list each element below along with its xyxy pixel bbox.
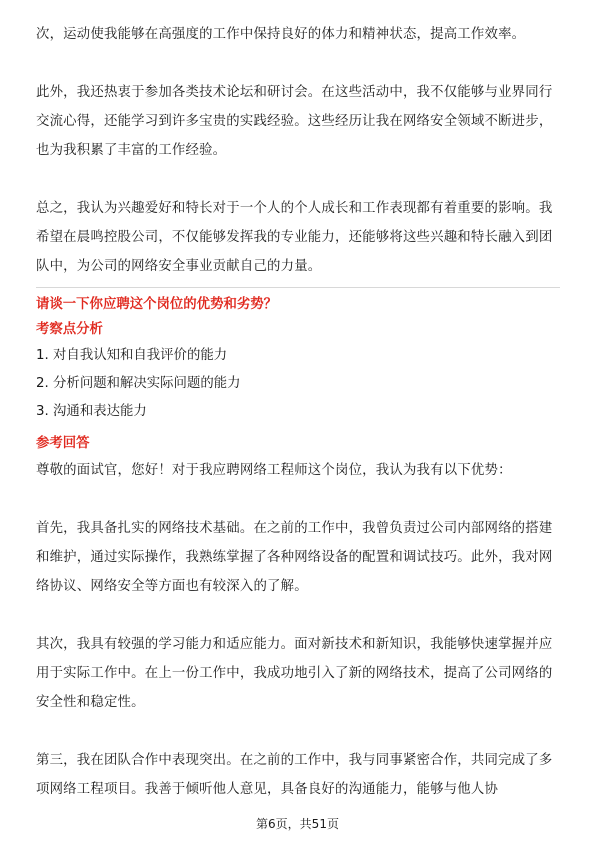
section-divider (36, 287, 560, 288)
answer-paragraph-2: 首先，我具备扎实的网络技术基础。在之前的工作中，我曾负责过公司内部网络的搭建和维护，通过实际操作，我熟练掌握了各种网络设备的配置和调试技巧。此外，我对网络协议、网络安全等方面也有较深入的了解。 (36, 521, 553, 594)
answer-paragraph-4: 第三，我在团队合作中表现突出。在之前的工作中，我与同事紧密合作，共同完成了多项网络工程项目。我善于倾听他人意见，具备良好的沟通能力，能够与他人协 (36, 753, 553, 797)
question-heading: 请谈一下你应聘这个岗位的优势和劣势？ (36, 297, 278, 312)
document-page (36, 0, 560, 804)
paragraph-top-1: 次，运动使我能够在高强度的工作中保持良好的体力和精神状态，提高工作效率。 (36, 27, 526, 42)
paragraph-top-2: 此外，我还热衷于参加各类技术论坛和研讨会。在这些活动中，我不仅能够与业界同行交流心得，还能学习到许多宝贵的实践经验。这些经历让我在网络安全领域不断进步，也为我积累了丰富的工作经验。 (36, 85, 553, 158)
analysis-item-2: 2. 分析问题和解决实际问题的能力 (36, 376, 241, 391)
paragraph-top-3: 总之，我认为兴趣爱好和特长对于一个人的个人成长和工作表现都有着重要的影响。我希望在晨鸣控股公司，不仅能够发挥我的专业能力，还能够将这些兴趣和特长融入到团队中，为公司的网络安全事业贡献自己的力量。 (36, 201, 553, 274)
answer-paragraph-3: 其次，我具有较强的学习能力和适应能力。面对新技术和新知识，我能够快速掌握并应用于实际工作中。在上一份工作中，我成功地引入了新的网络技术，提高了公司网络的安全性和稳定性。 (36, 637, 553, 710)
answer-heading: 参考回答 (36, 436, 90, 451)
analysis-item-3: 3. 沟通和表达能力 (36, 404, 147, 419)
analysis-heading: 考察点分析 (36, 322, 103, 337)
page-footer: 第6页，共51页 (256, 817, 339, 831)
analysis-item-1: 1. 对自我认知和自我评价的能力 (36, 348, 228, 363)
answer-paragraph-1: 尊敬的面试官，您好！对于我应聘网络工程师这个岗位，我认为我有以下优势： (36, 463, 512, 478)
